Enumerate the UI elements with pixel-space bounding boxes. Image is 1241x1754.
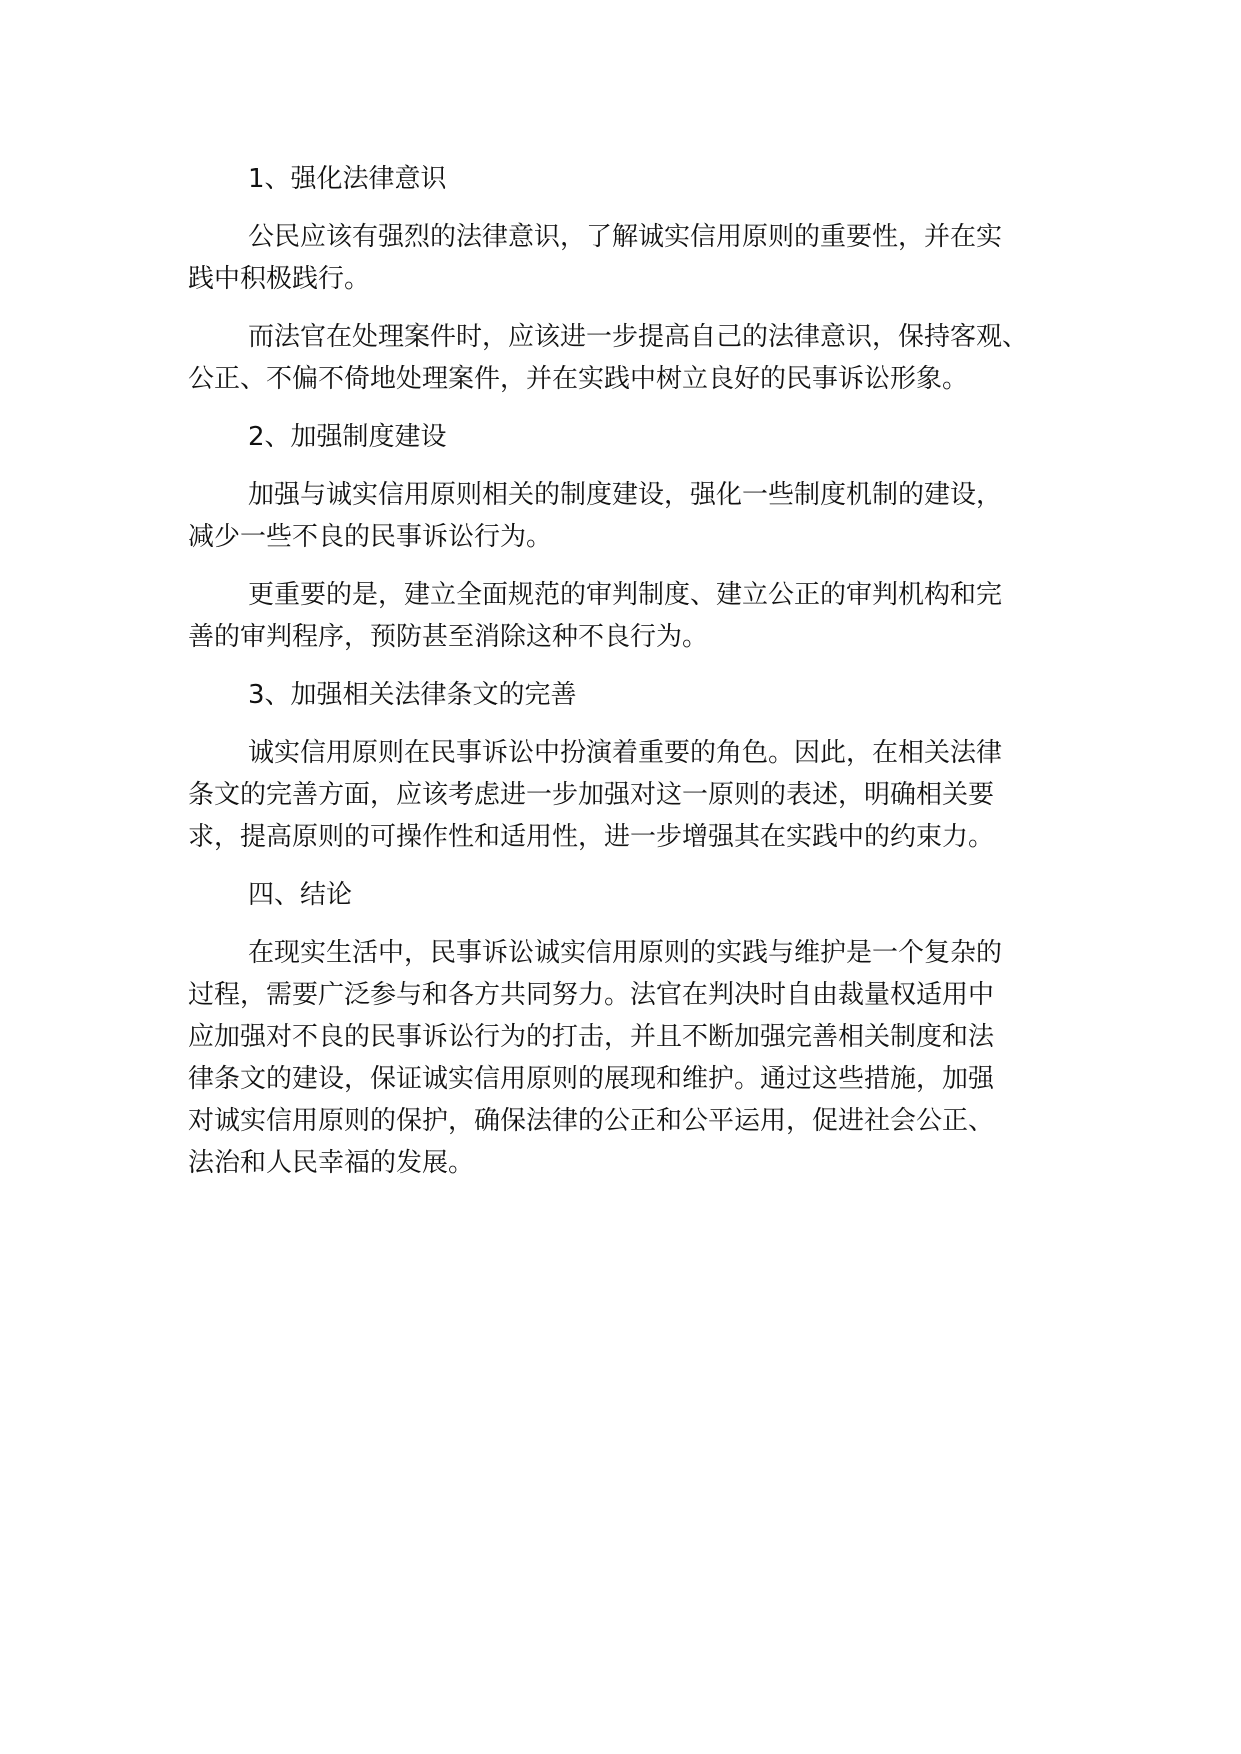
text-line: 践中积极践行。	[188, 264, 371, 294]
paragraph	[188, 732, 1068, 858]
paragraph	[188, 316, 1068, 400]
text-line: 公民应该有强烈的法律意识，了解诚实信用原则的重要性，并在实	[248, 222, 1003, 252]
heading-strengthen-system-building	[188, 416, 1068, 458]
heading-strengthen-legal-awareness	[188, 158, 1068, 200]
text-line: 更重要的是，建立全面规范的审判制度、建立公正的审判机构和完	[248, 580, 1003, 610]
heading-improve-legal-provisions	[188, 674, 1068, 716]
paragraph	[188, 932, 1068, 1184]
text-line: 过程，需要广泛参与和各方共同努力。法官在判决时自由裁量权适用中	[188, 980, 995, 1010]
text-line: 求，提高原则的可操作性和适用性，进一步增强其在实践中的约束力。	[188, 822, 995, 852]
text-line: 2、加强制度建设	[248, 422, 447, 452]
text-line: 诚实信用原则在民事诉讼中扮演着重要的角色。因此，在相关法律	[248, 738, 1003, 768]
text-line: 善的审判程序，预防甚至消除这种不良行为。	[188, 622, 709, 652]
text-line: 法治和人民幸福的发展。	[188, 1148, 475, 1178]
text-line: 公正、不偏不倚地处理案件，并在实践中树立良好的民事诉讼形象。	[188, 364, 969, 394]
text-line: 而法官在处理案件时，应该进一步提高自己的法律意识，保持客观、	[248, 322, 1029, 352]
paragraph	[188, 216, 1068, 300]
text-line: 减少一些不良的民事诉讼行为。	[188, 522, 553, 552]
text-line: 对诚实信用原则的保护，确保法律的公正和公平运用，促进社会公正、	[188, 1106, 995, 1136]
paragraph	[188, 474, 1068, 558]
text-line: 条文的完善方面，应该考虑进一步加强对这一原则的表述，明确相关要	[188, 780, 995, 810]
text-line: 律条文的建设，保证诚实信用原则的展现和维护。通过这些措施，加强	[188, 1064, 995, 1094]
text-line: 加强与诚实信用原则相关的制度建设，强化一些制度机制的建设，	[248, 480, 1003, 510]
text-line: 3、加强相关法律条文的完善	[248, 680, 577, 710]
text-line: 四、结论	[248, 880, 353, 910]
document-body	[188, 158, 1068, 1200]
text-line: 应加强对不良的民事诉讼行为的打击，并且不断加强完善相关制度和法	[188, 1022, 995, 1052]
text-line: 在现实生活中，民事诉讼诚实信用原则的实践与维护是一个复杂的	[248, 938, 1003, 968]
heading-conclusion	[188, 874, 1068, 916]
text-line: 1、强化法律意识	[248, 164, 447, 194]
paragraph	[188, 574, 1068, 658]
